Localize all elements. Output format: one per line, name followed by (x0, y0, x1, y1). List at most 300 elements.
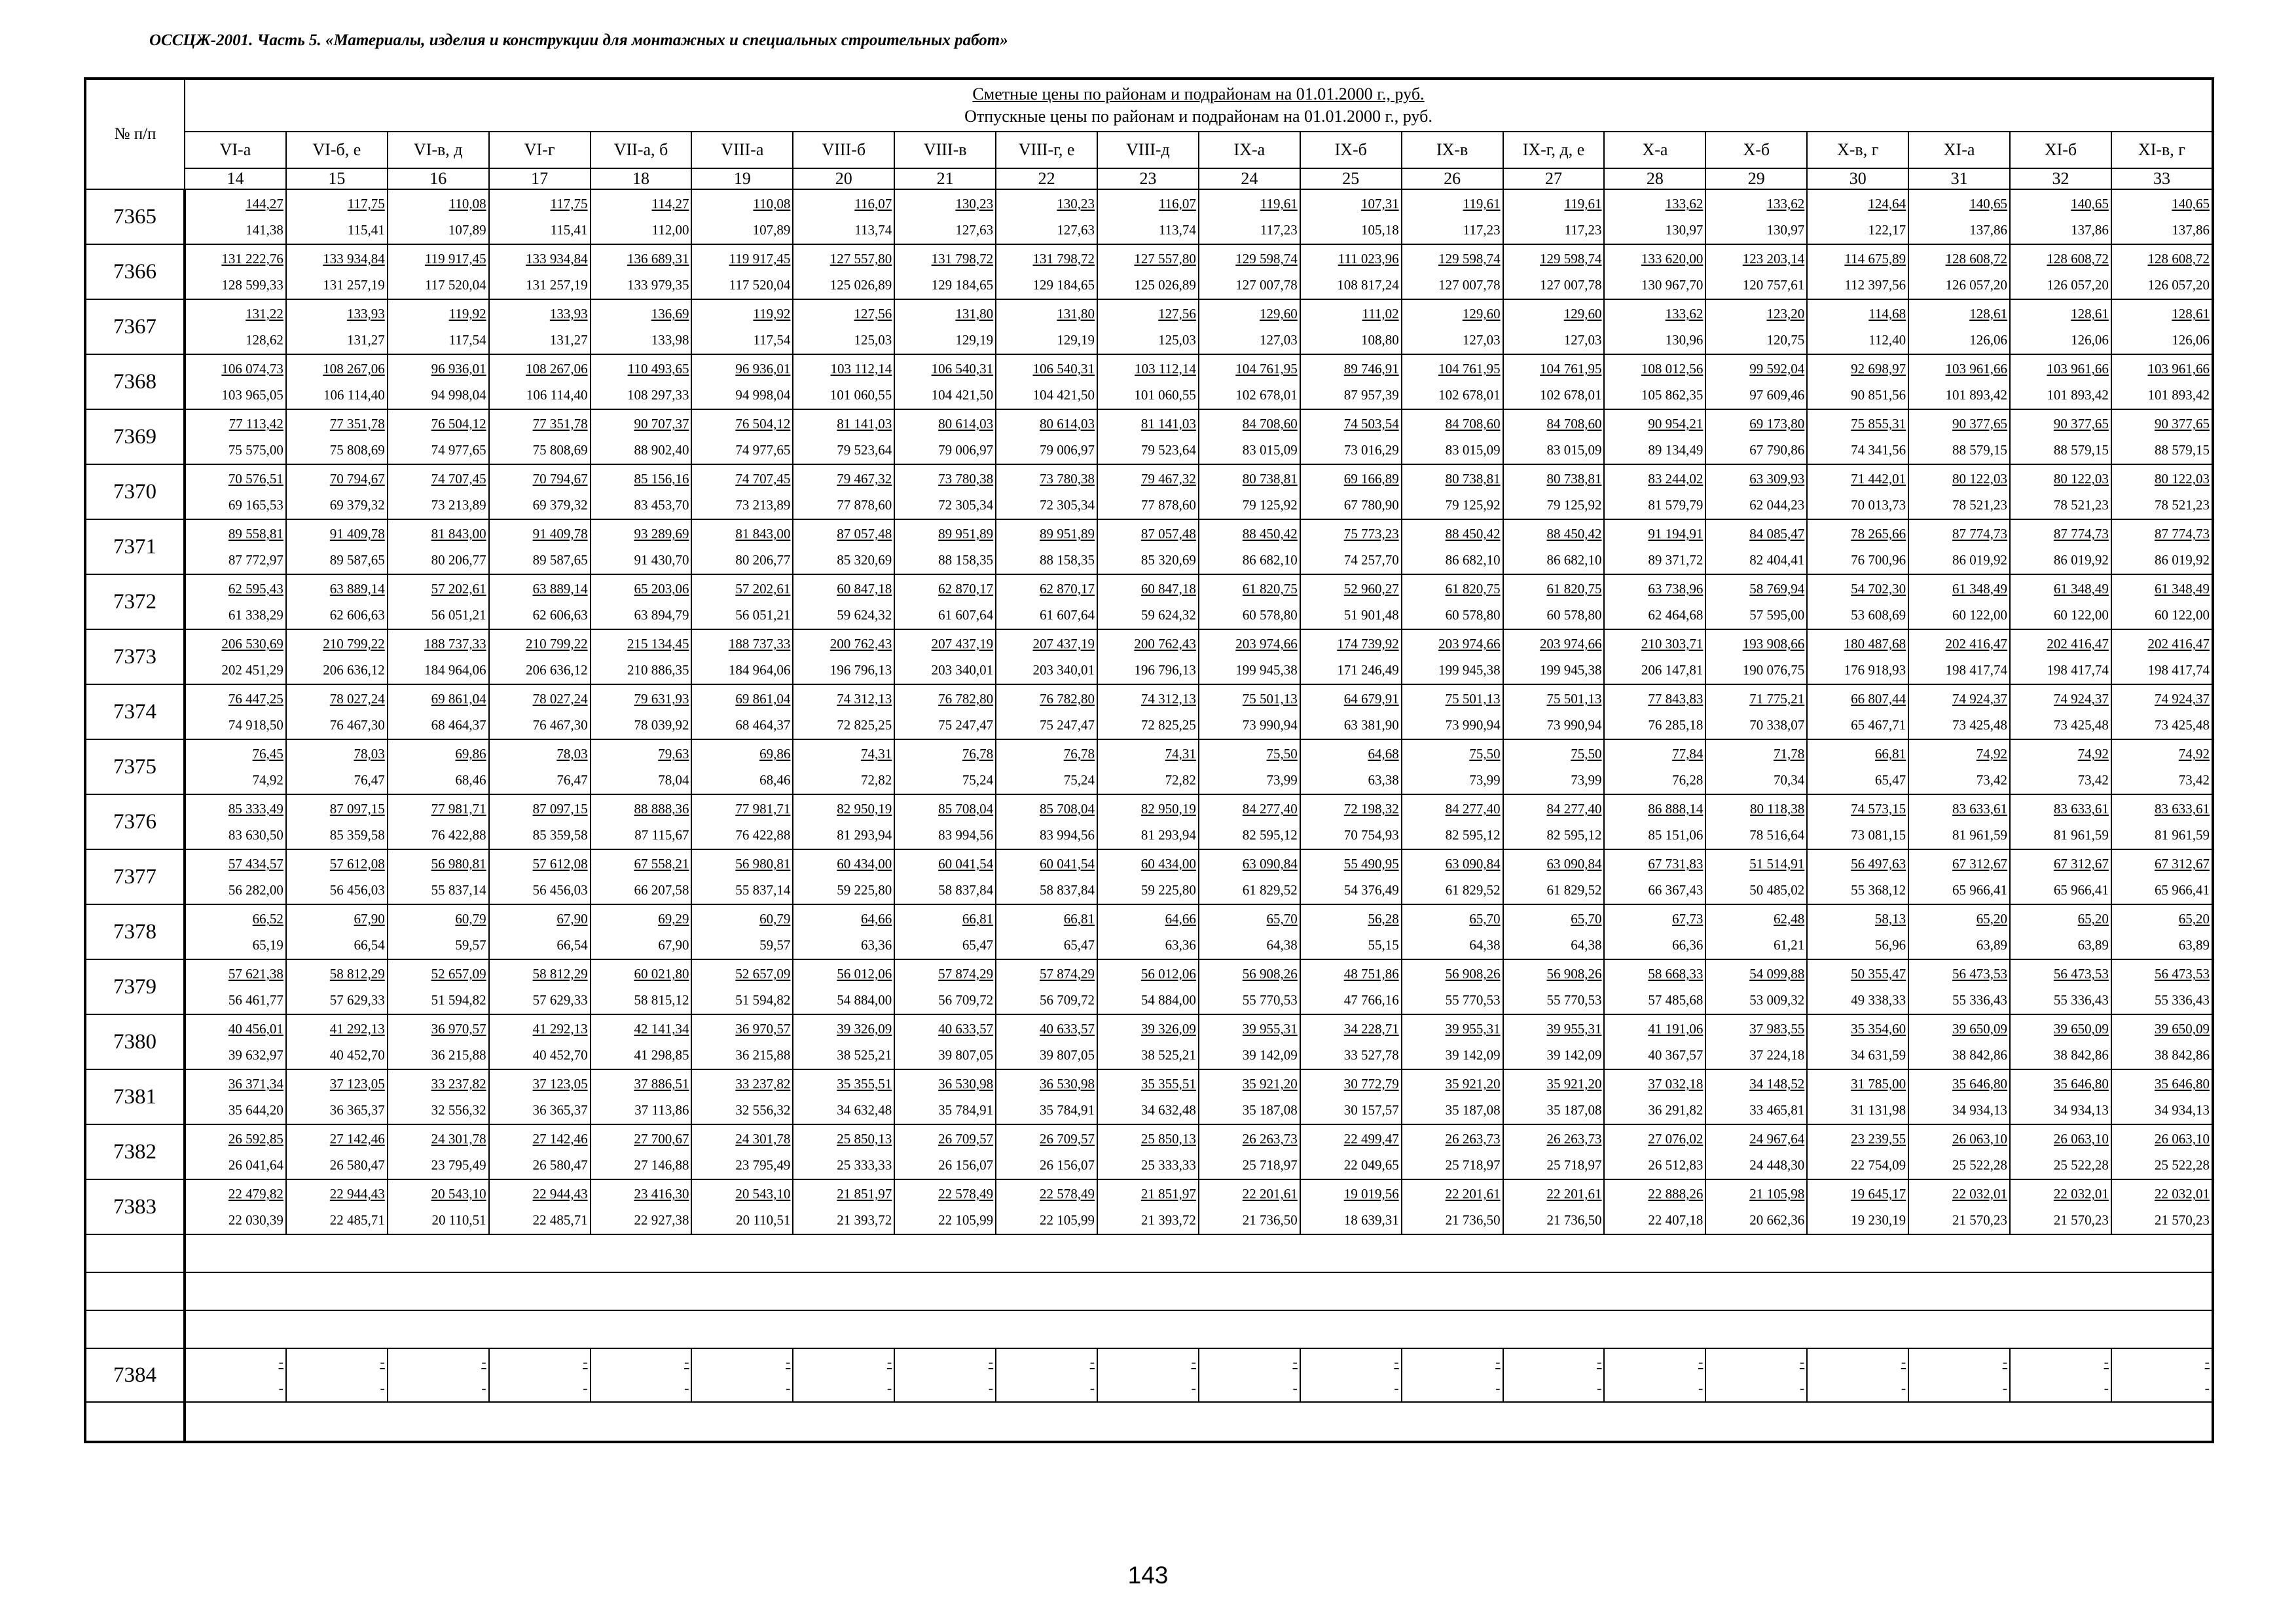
estimate-price: 31 785,00 (1851, 1076, 1906, 1092)
price-cell (691, 1348, 793, 1402)
estimate-price: 22 032,01 (1952, 1186, 2008, 1202)
release-price: 89 134,49 (1648, 442, 1704, 458)
release-price: 72,82 (1165, 772, 1196, 788)
estimate-price: 88 450,42 (1242, 526, 1298, 542)
estimate-price: 78 027,24 (329, 691, 385, 707)
price-cell (2010, 1179, 2111, 1234)
price-cell (996, 574, 1097, 629)
price-cell (1300, 629, 1402, 684)
estimate-price: 57 874,29 (938, 966, 994, 982)
estimate-price: 71,78 (1774, 746, 1805, 762)
estimate-price: 80 738,81 (1445, 471, 1501, 487)
release-price: 38 842,86 (1952, 1047, 2008, 1063)
release-price: 80 206,77 (431, 552, 486, 568)
region-header: X-а (1604, 132, 1705, 168)
estimate-price: 69 166,89 (1343, 471, 1399, 487)
release-price: 137,86 (1969, 222, 2008, 238)
release-price: 65 467,71 (1851, 717, 1906, 733)
column-number: 25 (1300, 168, 1402, 189)
estimate-price: 60 847,18 (1140, 581, 1196, 597)
release-price: 88 158,35 (1040, 552, 1095, 568)
estimate-price: 90 377,65 (2154, 416, 2210, 432)
release-price: 94 998,04 (431, 387, 486, 403)
estimate-price: 61 348,49 (2053, 581, 2109, 597)
release-price: 127,03 (1462, 332, 1501, 348)
price-cell (1097, 464, 1199, 519)
estimate-price: 128 608,72 (2147, 251, 2210, 267)
release-price: 35 187,08 (1242, 1102, 1298, 1118)
price-cell (1199, 409, 1300, 464)
release-price: 59,57 (455, 937, 486, 953)
price-cell (1503, 904, 1605, 959)
estimate-price: 21 851,97 (1140, 1186, 1196, 1202)
price-cell (996, 849, 1097, 904)
price-cell (1503, 1014, 1605, 1069)
estimate-price: 35 646,80 (2053, 1076, 2109, 1092)
price-cell (1097, 794, 1199, 849)
price-cell (1402, 354, 1503, 409)
price-cell (1705, 684, 1807, 739)
release-price: 35 187,08 (1445, 1102, 1501, 1118)
estimate-price: - (2204, 1354, 2210, 1370)
estimate-price: - (1799, 1354, 1805, 1370)
estimate-price: 65,20 (2178, 911, 2210, 927)
price-cell (894, 629, 996, 684)
price-cell (996, 1069, 1097, 1124)
estimate-price: 25 850,13 (1140, 1131, 1196, 1147)
price-cell (388, 299, 489, 354)
estimate-price: - (2104, 1354, 2109, 1370)
price-cell (286, 1179, 388, 1234)
row-number: 7382 (85, 1124, 185, 1179)
estimate-price: 60 847,18 (837, 581, 892, 597)
price-cell (1402, 464, 1503, 519)
release-price: 25 333,33 (1140, 1157, 1196, 1173)
estimate-price: 136,69 (651, 306, 689, 322)
estimate-price: 33 237,82 (735, 1076, 791, 1092)
price-cell (1503, 629, 1605, 684)
release-price: 86 682,10 (1546, 552, 1602, 568)
release-price: 74 977,65 (735, 442, 791, 458)
estimate-price: 129,60 (1260, 306, 1298, 322)
price-cell (894, 739, 996, 794)
release-price: 76 422,88 (431, 827, 486, 843)
price-cell (286, 464, 388, 519)
release-price: - (1089, 1380, 1095, 1396)
release-price: 55 336,43 (2053, 992, 2109, 1008)
price-cell (996, 794, 1097, 849)
price-cell (591, 299, 692, 354)
price-cell (1199, 519, 1300, 574)
release-price: 63,38 (1368, 772, 1399, 788)
estimate-price: 103 112,14 (830, 361, 892, 377)
row-number: 7365 (85, 189, 185, 244)
empty-cell (185, 1310, 2213, 1348)
price-cell (185, 1348, 286, 1402)
estimate-price: 77 113,42 (228, 416, 283, 432)
release-price: 40 452,70 (329, 1047, 385, 1063)
release-price: 75 247,47 (1040, 717, 1095, 733)
estimate-price: 35 355,51 (1140, 1076, 1196, 1092)
price-cell (1908, 629, 2010, 684)
price-cell (894, 299, 996, 354)
release-price: 125,03 (1158, 332, 1196, 348)
table-head (85, 79, 2213, 189)
release-price: 117,54 (753, 332, 791, 348)
region-header: VI-в, д (388, 132, 489, 168)
price-cell (185, 189, 286, 244)
release-price: 56 709,72 (1040, 992, 1095, 1008)
price-cell (388, 849, 489, 904)
estimate-price: 79 631,93 (634, 691, 689, 707)
estimate-price: 37 123,05 (532, 1076, 588, 1092)
estimate-price: 202 416,47 (1945, 636, 2008, 652)
price-cell (1705, 464, 1807, 519)
estimate-price: 21 851,97 (837, 1186, 892, 1202)
release-price: 73 425,48 (2154, 717, 2210, 733)
price-cell (388, 1179, 489, 1234)
release-price: 86 019,92 (1952, 552, 2008, 568)
release-price: 63,36 (860, 937, 892, 953)
release-price: 32 556,32 (431, 1102, 486, 1118)
estimate-price: 87 097,15 (329, 801, 385, 817)
price-cell (591, 904, 692, 959)
price-cell (1199, 1124, 1300, 1179)
release-price: 75 575,00 (228, 442, 283, 458)
release-price: 115,41 (550, 222, 588, 238)
release-price: 73 081,15 (1851, 827, 1906, 843)
release-price: 61 338,29 (228, 607, 283, 623)
release-price: 60 578,80 (1242, 607, 1298, 623)
price-cell (1503, 244, 1605, 299)
estimate-price: 37 032,18 (1648, 1076, 1704, 1092)
release-price: 78 521,23 (1952, 497, 2008, 513)
release-price: 57 629,33 (532, 992, 588, 1008)
row-number: 7368 (85, 354, 185, 409)
release-price: 26 512,83 (1648, 1157, 1704, 1173)
price-cell (286, 409, 388, 464)
estimate-price: 70 794,67 (532, 471, 588, 487)
estimate-price: 96 936,01 (735, 361, 791, 377)
release-price: 79 523,64 (1140, 442, 1196, 458)
estimate-price: 74 312,13 (1140, 691, 1196, 707)
release-price: 66 367,43 (1648, 882, 1704, 898)
release-price: 126,06 (1969, 332, 2008, 348)
estimate-price: 91 194,91 (1648, 526, 1704, 542)
price-cell (1199, 684, 1300, 739)
price-cell (1807, 299, 1908, 354)
region-header: IX-а (1199, 132, 1300, 168)
release-price: 108,80 (1360, 332, 1399, 348)
price-cell (1097, 574, 1199, 629)
price-cell (1199, 959, 1300, 1014)
column-number: 19 (691, 168, 793, 189)
price-cell (1503, 684, 1605, 739)
estimate-price: 60 041,54 (1040, 856, 1095, 872)
row-number: 7383 (85, 1179, 185, 1234)
price-cell (1402, 574, 1503, 629)
price-cell (286, 519, 388, 574)
estimate-price: 39 326,09 (837, 1021, 892, 1037)
estimate-price: 82 950,19 (837, 801, 892, 817)
price-cell (1402, 1069, 1503, 1124)
release-price: 126,06 (2071, 332, 2109, 348)
price-cell (591, 959, 692, 1014)
release-price: 89 587,65 (532, 552, 588, 568)
release-price: 86 682,10 (1242, 552, 1298, 568)
estimate-price: 55 490,95 (1343, 856, 1399, 872)
region-header: XI-в, г (2111, 132, 2213, 168)
estimate-price: 129,60 (1462, 306, 1501, 322)
release-price: 26 156,07 (1040, 1157, 1095, 1173)
price-cell (489, 1069, 591, 1124)
price-cell (1908, 574, 2010, 629)
release-price: 39 142,09 (1546, 1047, 1602, 1063)
price-cell (1097, 629, 1199, 684)
release-price: 83 630,50 (228, 827, 283, 843)
price-cell (1199, 299, 1300, 354)
estimate-price: 56 473,53 (2154, 966, 2210, 982)
empty-row (85, 1234, 2213, 1272)
price-cell (1807, 1124, 1908, 1179)
estimate-price: 119,61 (1564, 196, 1602, 212)
release-price: 76 467,30 (329, 717, 385, 733)
estimate-price: 73 780,38 (1040, 471, 1095, 487)
column-number: 30 (1807, 168, 1908, 189)
release-price: 88 902,40 (634, 442, 689, 458)
price-cell (489, 464, 591, 519)
release-price: 73 425,48 (2053, 717, 2109, 733)
release-price: 59 225,80 (1140, 882, 1196, 898)
price-cell (286, 189, 388, 244)
estimate-price: 65,70 (1266, 911, 1298, 927)
page-number: 143 (1127, 1562, 1169, 1589)
release-price: 88 579,15 (2053, 442, 2109, 458)
release-price: 206 147,81 (1641, 662, 1704, 678)
price-cell (1300, 574, 1402, 629)
release-price: 112,40 (1868, 332, 1906, 348)
release-price: 73 425,48 (1952, 717, 2008, 733)
price-cell (894, 409, 996, 464)
price-cell (894, 1179, 996, 1234)
price-cell (1908, 1179, 2010, 1234)
price-cell (489, 519, 591, 574)
column-number: 28 (1604, 168, 1705, 189)
price-cell (1097, 244, 1199, 299)
estimate-price: 26 592,85 (228, 1131, 283, 1147)
release-price: 79 125,92 (1242, 497, 1298, 513)
price-cell (1705, 1348, 1807, 1402)
price-cell (1503, 299, 1605, 354)
price-cell (1300, 739, 1402, 794)
row-number: 7380 (85, 1014, 185, 1069)
estimate-price: 89 558,81 (228, 526, 283, 542)
release-price: 35 784,91 (1040, 1102, 1095, 1118)
price-cell (2111, 574, 2213, 629)
estimate-price: 119 917,45 (424, 251, 486, 267)
price-cell (1807, 1348, 1908, 1402)
price-cell (591, 354, 692, 409)
estimate-price: 24 967,64 (1749, 1131, 1805, 1147)
price-cell (996, 1179, 1097, 1234)
estimate-price: 140,65 (1969, 196, 2008, 212)
column-number: 15 (286, 168, 388, 189)
price-cell (1300, 959, 1402, 1014)
price-cell (286, 574, 388, 629)
price-cell (2111, 1069, 2213, 1124)
price-cell (2010, 904, 2111, 959)
release-price: 130,97 (1665, 222, 1704, 238)
estimate-price: 144,27 (246, 196, 283, 212)
empty-row (85, 1402, 2213, 1442)
estimate-price: - (1394, 1354, 1399, 1370)
price-cell (793, 794, 894, 849)
estimate-price: - (1495, 1354, 1501, 1370)
estimate-price: 106 540,31 (931, 361, 994, 377)
release-price: 76,28 (1672, 772, 1704, 788)
price-cell (388, 1348, 489, 1402)
price-cell (793, 739, 894, 794)
release-price: 206 636,12 (526, 662, 588, 678)
estimate-price: 107,31 (1360, 196, 1399, 212)
price-cell (1097, 684, 1199, 739)
release-price: 36 215,88 (735, 1047, 791, 1063)
release-price: 74 341,56 (1851, 442, 1906, 458)
release-price: 83 015,09 (1445, 442, 1501, 458)
release-price: 77 878,60 (1140, 497, 1196, 513)
release-price: 51 594,82 (735, 992, 791, 1008)
estimate-price: 22 499,47 (1343, 1131, 1399, 1147)
price-cell (2111, 1179, 2213, 1234)
price-cell (894, 1014, 996, 1069)
price-cell (489, 409, 591, 464)
price-cell (591, 464, 692, 519)
price-cell (1097, 1014, 1199, 1069)
estimate-price: 88 450,42 (1445, 526, 1501, 542)
price-cell (591, 849, 692, 904)
column-number: 21 (894, 168, 996, 189)
release-price: 21 570,23 (2154, 1212, 2210, 1228)
estimate-price: 110 493,65 (627, 361, 689, 377)
release-price: 25 333,33 (837, 1157, 892, 1173)
price-cell (1402, 629, 1503, 684)
estimate-price: 22 944,43 (532, 1186, 588, 1202)
price-cell (2010, 1069, 2111, 1124)
estimate-price: 76 447,25 (228, 691, 283, 707)
release-price: 63,89 (2178, 937, 2210, 953)
price-cell (1807, 189, 1908, 244)
estimate-price: 60,79 (759, 911, 791, 927)
release-price: 65,47 (1063, 937, 1095, 953)
price-cell (1705, 794, 1807, 849)
price-cell (1604, 464, 1705, 519)
price-cell (388, 1069, 489, 1124)
price-cell (2111, 1124, 2213, 1179)
release-price: 21 570,23 (2053, 1212, 2109, 1228)
price-cell (1503, 189, 1605, 244)
estimate-price: 26 063,10 (2154, 1131, 2210, 1147)
price-cell (691, 189, 793, 244)
release-price: - (2002, 1380, 2008, 1396)
estimate-price: 103 961,66 (2047, 361, 2109, 377)
estimate-price: 69,29 (658, 911, 689, 927)
row-number: 7369 (85, 409, 185, 464)
release-price: 70 754,93 (1343, 827, 1399, 843)
estimate-price: 85 333,49 (228, 801, 283, 817)
price-cell (1604, 299, 1705, 354)
price-cell (2010, 354, 2111, 409)
release-price: 74,92 (252, 772, 283, 788)
price-cell (1705, 959, 1807, 1014)
row-number (85, 1272, 185, 1310)
estimate-price: 87 057,48 (837, 526, 892, 542)
estimate-price: 35 646,80 (1952, 1076, 2008, 1092)
release-price: 61 829,52 (1445, 882, 1501, 898)
price-cell (691, 1014, 793, 1069)
release-price: 64,38 (1571, 937, 1602, 953)
release-price: 76,47 (556, 772, 588, 788)
estimate-price: 26 063,10 (1952, 1131, 2008, 1147)
price-cell (388, 959, 489, 1014)
estimate-price: 26 263,73 (1546, 1131, 1602, 1147)
price-cell (1300, 464, 1402, 519)
estimate-price: 73 780,38 (938, 471, 994, 487)
price-cell (2010, 299, 2111, 354)
release-price: 55 770,53 (1546, 992, 1602, 1008)
estimate-price: 42 141,34 (634, 1021, 689, 1037)
price-cell (793, 959, 894, 1014)
column-number: 26 (1402, 168, 1503, 189)
release-price: 34 934,13 (1952, 1102, 2008, 1118)
column-number: 17 (489, 168, 591, 189)
release-price: 67,90 (658, 937, 689, 953)
price-cell (388, 574, 489, 629)
estimate-price: 22 032,01 (2053, 1186, 2109, 1202)
table-row (85, 1179, 2213, 1234)
price-cell (2111, 629, 2213, 684)
release-price: 108 297,33 (627, 387, 689, 403)
estimate-price: 57 434,57 (228, 856, 283, 872)
price-cell (489, 849, 591, 904)
estimate-price: 81 141,03 (1140, 416, 1196, 432)
release-price: 141,38 (246, 222, 283, 238)
column-number: 18 (591, 168, 692, 189)
estimate-price: 89 951,89 (1040, 526, 1095, 542)
release-price: 97 609,46 (1749, 387, 1805, 403)
estimate-price: 84 085,47 (1749, 526, 1805, 542)
region-header: XI-б (2010, 132, 2111, 168)
release-price: 129 184,65 (931, 277, 994, 293)
release-price: 56 456,03 (329, 882, 385, 898)
release-price: 69 165,53 (228, 497, 283, 513)
release-price: 78 521,23 (2154, 497, 2210, 513)
release-price: - (1394, 1380, 1399, 1396)
table-row (85, 1348, 2213, 1402)
price-cell (388, 189, 489, 244)
release-price: 60 578,80 (1546, 607, 1602, 623)
estimate-price: 27 076,02 (1648, 1131, 1704, 1147)
column-number: 23 (1097, 168, 1199, 189)
release-price: 69 379,32 (532, 497, 588, 513)
release-price: 55 837,14 (735, 882, 791, 898)
estimate-price: 78 265,66 (1851, 526, 1906, 542)
row-number: 7367 (85, 299, 185, 354)
price-cell (489, 904, 591, 959)
price-cell (691, 904, 793, 959)
price-cell (388, 684, 489, 739)
release-price: 70 013,73 (1851, 497, 1906, 513)
price-cell (996, 1124, 1097, 1179)
